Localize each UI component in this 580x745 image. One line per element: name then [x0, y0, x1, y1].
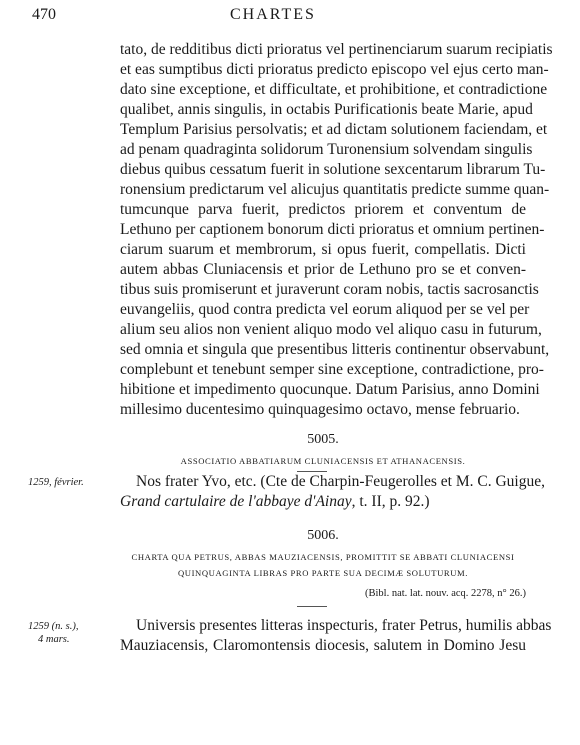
margin-date: 1259, février. [28, 477, 84, 488]
charter-heading: ASSOCIATIO ABBATIARUM CLUNIACENSIS ET ATHANACENSIS. [180, 456, 466, 466]
margin-date [28, 620, 108, 646]
page-number: 470 [32, 6, 56, 23]
margin-date-line-1: 1259 (n. s.), [28, 621, 79, 632]
citation-line: Nos frater Yvo, etc. (Cte de Charpin-Feugerolles et M. C. Guigue, [136, 473, 545, 490]
text-line: Universis presentes litteras inspecturis, frater Petrus, humilis abbas [136, 617, 552, 634]
charter-heading-line-1: CHARTA QUA PETRUS, ABBAS MAUZIACENSIS, PROMITTIT SE ABBATI CLUNIACENSI [131, 552, 515, 562]
margin-date-line-2: 4 mars. [38, 634, 70, 645]
text-line: tibus suis promiserunt et juraverunt coram nobis, tactis sacrosanctis [120, 281, 539, 298]
text-line: tumcunque parva fuerit, predictos priorem et conventum de [120, 201, 526, 218]
text-line: complebunt et tenebunt semper sine exceptione, contradictione, pro- [120, 361, 544, 378]
citation-ref: , t. II, p. 92.) [351, 493, 430, 510]
text-line: dato sine exceptione, et difficultate, et prohibitione, et contradictione [120, 81, 548, 98]
separator-rule [297, 606, 327, 607]
text-line: euvangeliis, quod contra predicta vel eorum aliquod per se vel per [120, 301, 530, 318]
charter-number: 5005. [307, 432, 339, 447]
text-line: et eas sumptibus dicti prioratus predicto episcopo vel ejus certo man- [120, 61, 549, 78]
text-line: hibitione et impedimento quocunque. Datum Parisius, anno Domini [120, 381, 540, 398]
text-line: qualibet, annis singulis, in octabis Purificationis beate Marie, apud [120, 101, 533, 118]
text-line: diebus quibus cessatum fuerit in solutione sexcentarum librarum Tu- [120, 161, 546, 178]
charter-number: 5006. [307, 528, 339, 543]
citation-title: Grand cartulaire de l'abbaye d'Ainay [120, 493, 352, 510]
source-reference: (Bibl. nat. lat. nouv. acq. 2278, n° 26.) [365, 588, 526, 599]
text-line: sed omnia et singula que presentibus litteris continentur observabunt, [120, 341, 550, 358]
citation-line-2 [120, 492, 526, 512]
text-line: ronensium predictarum vel alicujus quantitatis predicte summe quan- [120, 181, 550, 198]
running-title: CHARTES [230, 6, 316, 23]
text-line: ciarum suarum et membrorum, si opus fuerit, compellatis. Dicti [120, 241, 526, 258]
text-line: alium seu alios non venient aliquo modo vel aliquo casu in futurum, [120, 321, 542, 338]
text-line: tato, de redditibus dicti prioratus vel pertinenciarum suarum recipiatis [120, 41, 553, 58]
charter-heading-line-2: QUINQUAGINTA LIBRAS PRO PARTE SUA DECIMÆ SOLUTURUM. [177, 568, 469, 578]
text-line: autem abbas Cluniacensis et prior de Lethuno pro se et conven- [120, 261, 526, 278]
text-line: Lethuno per captionem bonorum dicti prioratus et omnium pertinen- [120, 221, 545, 238]
text-line: Templum Parisius persolvatis; et ad dictam solutionem faciendam, et [120, 121, 548, 138]
text-line: ad penam quadraginta solidorum Turonensium solvendam singulis [120, 141, 533, 158]
text-line: millesimo ducentesimo quinquagesimo octavo, mense februario. [120, 401, 520, 418]
text-line: Mauziacensis, Claromontensis diocesis, salutem in Domino Jesu [120, 637, 526, 654]
